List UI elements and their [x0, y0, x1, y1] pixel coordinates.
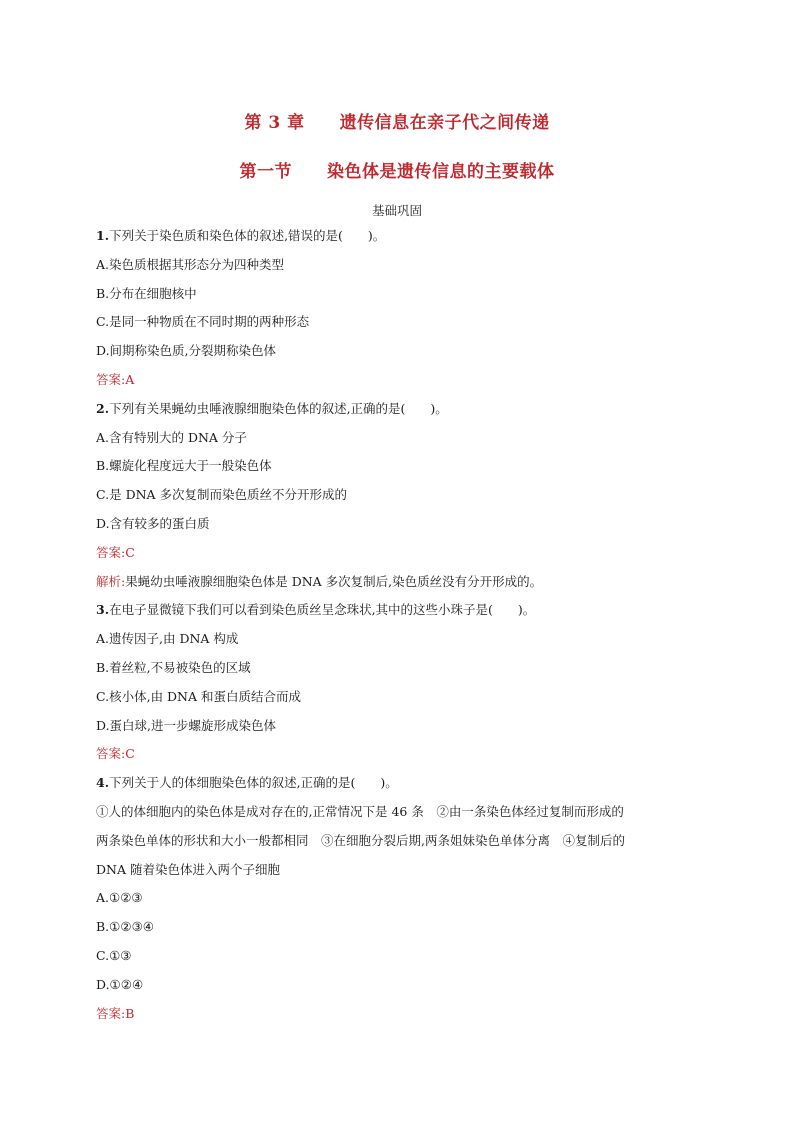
question-2-option-b: B.螺旋化程度远大于一般染色体: [96, 458, 272, 474]
question-1-answer: 答案:A: [96, 371, 135, 387]
question-1-option-a: A.染色质根据其形态分为四种类型: [96, 256, 285, 272]
question-2-option-c: C.是 DNA 多次复制而染色质丝不分开形成的: [96, 487, 348, 503]
question-3-option-a: A.遗传因子,由 DNA 构成: [96, 631, 239, 647]
question-number: 4.: [96, 775, 110, 791]
question-text: 下列关于染色质和染色体的叙述,错误的是( )。: [109, 228, 386, 243]
question-number: 2.: [96, 400, 110, 416]
question-1-option-d: D.间期称染色质,分裂期称染色体: [96, 343, 277, 359]
question-2-analysis: [96, 572, 696, 601]
question-1-option-c: C.是同一种物质在不同时期的两种形态: [96, 314, 310, 330]
question-4-option-a: A.①②③: [96, 890, 143, 906]
question-list: [96, 226, 696, 1032]
question-number: 1.: [96, 228, 110, 243]
question-text: 下列关于人的体细胞染色体的叙述,正确的是( )。: [109, 775, 398, 791]
question-text: 下列有关果蝇幼虫唾液腺细胞染色体的叙述,正确的是( )。: [109, 400, 448, 416]
question-4-answer: 答案:B: [96, 1005, 135, 1021]
chapter-title: 第 3 章 遗传信息在亲子代之间传递: [244, 113, 550, 133]
analysis-text: 果蝇幼虫唾液腺细胞染色体是 DNA 多次复制后,染色质丝没有分开形成的。: [125, 573, 543, 589]
question-2-answer: 答案:C: [96, 544, 135, 560]
question-3-option-b: B.着丝粒,不易被染色的区域: [96, 659, 251, 675]
question-3-answer: 答案:C: [96, 746, 135, 762]
question-3-option-c: C.核小体,由 DNA 和蛋白质结合而成: [96, 688, 301, 704]
section-title: 第一节 染色体是遗传信息的主要载体: [239, 162, 555, 182]
question-4-stem: [96, 773, 696, 802]
question-3-stem: [96, 600, 696, 629]
question-4-statement-line-1: ①人的体细胞内的染色体是成对存在的,正常情况下是 46 条 ②由一条染色体经过复制而形成的: [96, 803, 624, 819]
question-3-option-d: D.蛋白球,进一步螺旋形成染色体: [96, 717, 277, 733]
question-2-option-a: A.含有特别大的 DNA 分子: [96, 429, 247, 445]
question-1-option-b: B.分布在细胞核中: [96, 285, 197, 301]
question-number: 3.: [96, 602, 110, 618]
analysis-label: 解析:: [96, 573, 126, 589]
question-1-stem: [96, 226, 696, 255]
question-2-option-d: D.含有较多的蛋白质: [96, 515, 210, 531]
question-4-statement-line-3: DNA 随着染色体进入两个子细胞: [96, 861, 280, 877]
section-subhead: 基础巩固: [371, 203, 422, 218]
question-2-stem: [96, 399, 696, 428]
question-4-option-c: C.①③: [96, 947, 132, 963]
question-text: 在电子显微镜下我们可以看到染色质丝呈念珠状,其中的这些小珠子是( )。: [109, 602, 536, 618]
question-4-option-b: B.①②③④: [96, 919, 154, 935]
question-4-option-d: D.①②④: [96, 976, 144, 992]
question-4-statement-line-2: 两条染色单体的形状和大小一般都相同 ③在细胞分裂后期,两条姐妹染色单体分离 ④复制后的: [96, 832, 625, 848]
